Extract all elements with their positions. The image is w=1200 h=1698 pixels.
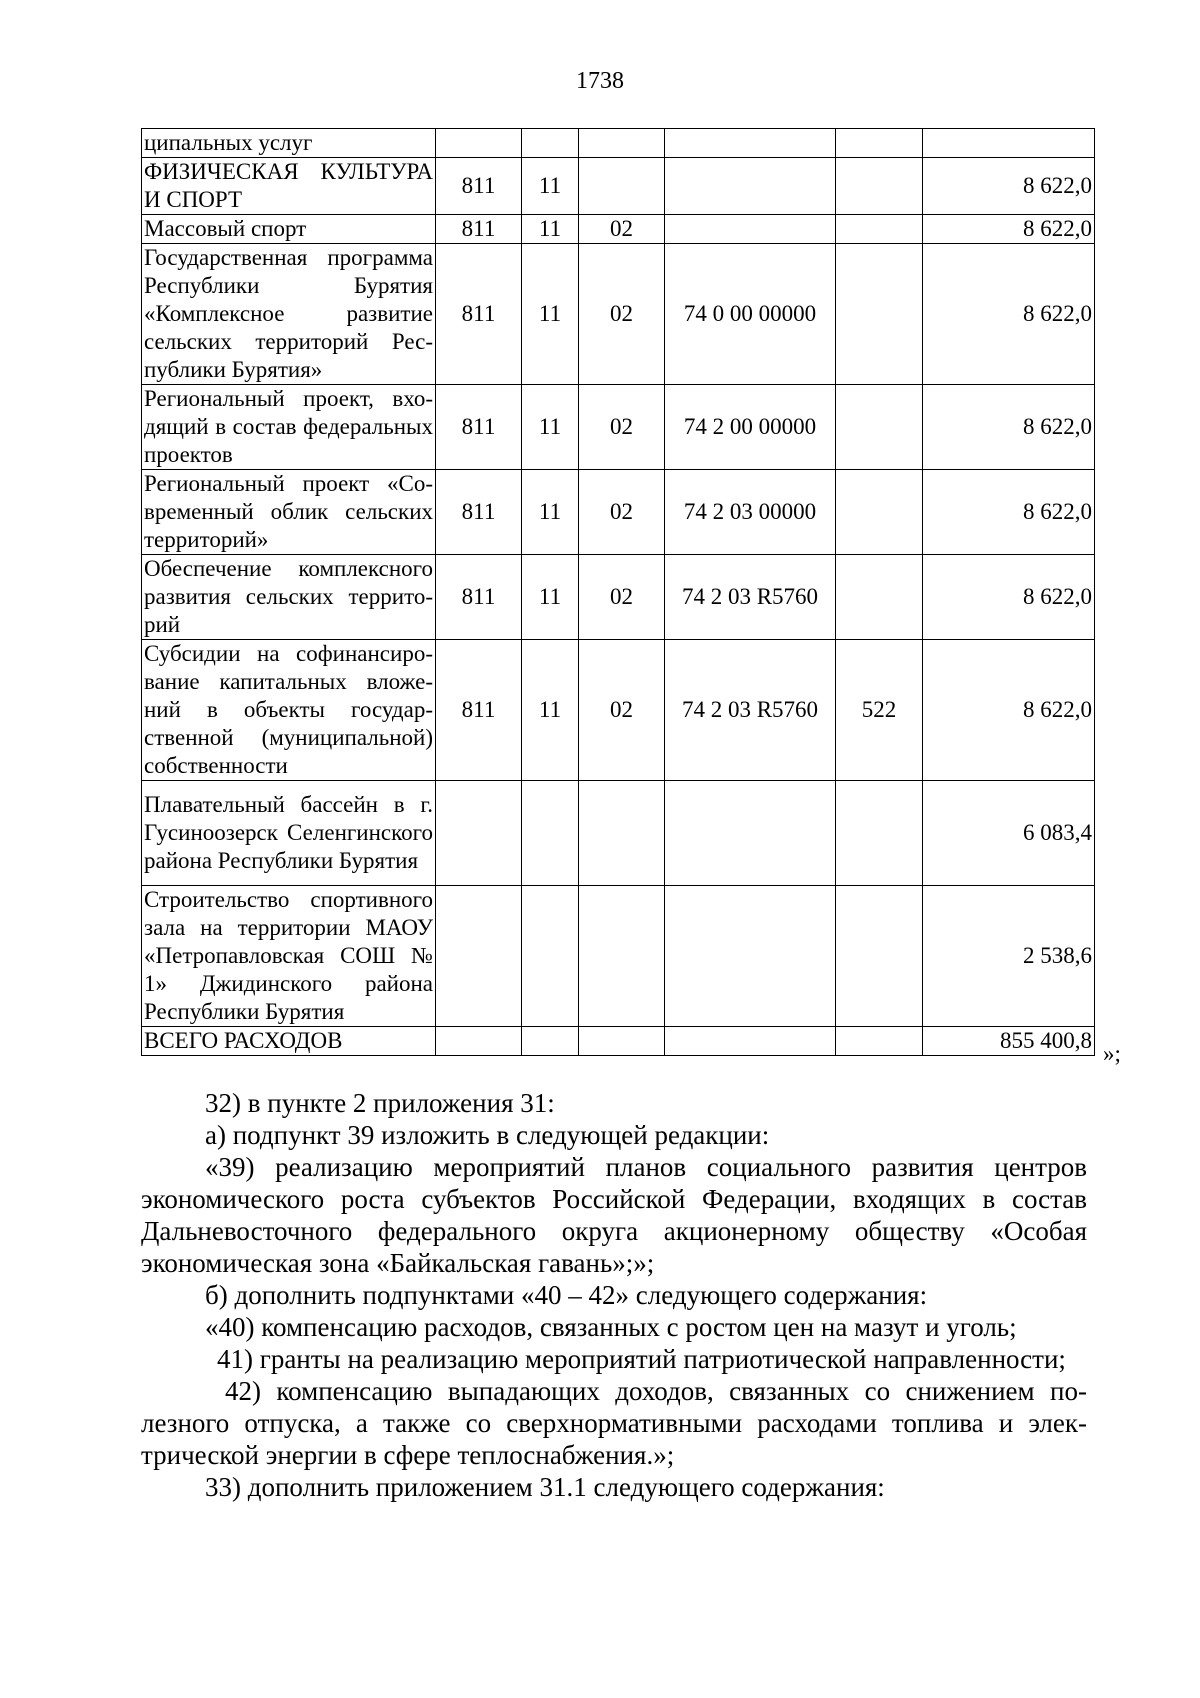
row-csr xyxy=(665,1027,836,1056)
row-vr: 522 xyxy=(836,640,923,781)
row-gr: 811 xyxy=(436,555,522,640)
row-name: ФИЗИЧЕСКАЯ КУЛЬТУРА И СПОРТ xyxy=(142,158,436,215)
row-gr: 811 xyxy=(436,244,522,385)
paragraph-32b: б) дополнить подпунктами «40 – 42» следующего содержания: xyxy=(205,1280,928,1310)
table-row xyxy=(142,244,1095,385)
budget-table xyxy=(141,128,1095,1056)
page-number: 1738 xyxy=(576,68,624,94)
row-vr xyxy=(836,129,923,158)
row-rz: 11 xyxy=(522,158,579,215)
row-vr xyxy=(836,555,923,640)
row-vr xyxy=(836,158,923,215)
row-name: ВСЕГО РАСХОДОВ xyxy=(142,1027,436,1056)
paragraph-32a: а) подпункт 39 изложить в следующей редакции: xyxy=(205,1120,770,1150)
paragraph-42: 42) компенсацию выпадающих доходов, связанных со снижением полезного отпуска, а также со сверхнормативными расходами топлива и электрической энергии в сфере теплоснабжения.»; xyxy=(141,1376,1087,1470)
row-vr xyxy=(836,244,923,385)
row-name: ципальных услуг xyxy=(142,129,436,158)
row-pr: 02 xyxy=(579,640,665,781)
row-csr: 74 2 03 00000 xyxy=(665,470,836,555)
row-csr xyxy=(665,215,836,244)
row-rz: 11 xyxy=(522,385,579,470)
row-gr: 811 xyxy=(436,158,522,215)
row-pr xyxy=(579,886,665,1027)
row-gr xyxy=(436,781,522,886)
row-pr xyxy=(579,129,665,158)
row-amount xyxy=(923,129,1095,158)
row-name: Региональный проект, входящий в состав федеральных проектов xyxy=(142,385,436,470)
row-name: Субсидии на софинансирование капитальных вложений в объекты государственной (муниципальной) собственности xyxy=(142,640,436,781)
row-amount: 2 538,6 xyxy=(923,886,1095,1027)
row-vr xyxy=(836,781,923,886)
table-row xyxy=(142,886,1095,1027)
row-pr xyxy=(579,781,665,886)
row-vr xyxy=(836,385,923,470)
row-name: Обеспечение комплексного развития сельских территорий xyxy=(142,555,436,640)
row-pr: 02 xyxy=(579,470,665,555)
row-amount: 8 622,0 xyxy=(923,215,1095,244)
row-rz: 11 xyxy=(522,244,579,385)
table-row xyxy=(142,781,1095,886)
row-csr xyxy=(665,886,836,1027)
table-row xyxy=(142,129,1095,158)
row-rz: 11 xyxy=(522,640,579,781)
row-name: Массовый спорт xyxy=(142,215,436,244)
table-row xyxy=(142,1027,1095,1056)
row-pr: 02 xyxy=(579,385,665,470)
table-row xyxy=(142,640,1095,781)
row-pr: 02 xyxy=(579,555,665,640)
row-csr xyxy=(665,781,836,886)
row-csr: 74 2 03 R5760 xyxy=(665,555,836,640)
row-amount: 6 083,4 xyxy=(923,781,1095,886)
row-rz xyxy=(522,886,579,1027)
paragraph-40: «40) компенсацию расходов, связанных с ростом цен на мазут и уголь; xyxy=(205,1312,1017,1342)
table-row xyxy=(142,470,1095,555)
row-gr: 811 xyxy=(436,470,522,555)
row-rz: 11 xyxy=(522,555,579,640)
row-amount: 8 622,0 xyxy=(923,640,1095,781)
row-rz: 11 xyxy=(522,215,579,244)
row-name: Региональный проект «Современный облик сельских территорий» xyxy=(142,470,436,555)
closing-quote: »; xyxy=(1103,1041,1121,1066)
amendment-text xyxy=(141,1087,1087,1503)
row-csr: 74 0 00 00000 xyxy=(665,244,836,385)
paragraph-41: 41) гранты на реализацию мероприятий патриотической направленности; xyxy=(217,1344,1066,1374)
row-pr: 02 xyxy=(579,244,665,385)
row-vr xyxy=(836,470,923,555)
row-csr: 74 2 03 R5760 xyxy=(665,640,836,781)
row-pr xyxy=(579,158,665,215)
row-gr xyxy=(436,1027,522,1056)
row-pr xyxy=(579,1027,665,1056)
row-rz: 11 xyxy=(522,470,579,555)
row-name: Строительство спортивного зала на территории МАОУ «Петропавловская СОШ № 1» Джидинского района Республики Бурятия xyxy=(142,886,436,1027)
row-amount: 8 622,0 xyxy=(923,555,1095,640)
row-amount: 8 622,0 xyxy=(923,385,1095,470)
paragraph-39: «39) реализацию мероприятий планов социального развития центров экономического роста субъектов Российской Федерации, входящих в состав Дальневосточного федерального округа акционерному обществу «Особая экономическая зона «Байкальская гавань»;»; xyxy=(141,1152,1087,1278)
row-amount: 8 622,0 xyxy=(923,244,1095,385)
row-name: Государственная программа Республики Бурятия «Комплексное развитие сельских территорий Республики Бурятия» xyxy=(142,244,436,385)
row-vr xyxy=(836,1027,923,1056)
row-vr xyxy=(836,886,923,1027)
row-gr xyxy=(436,129,522,158)
row-csr xyxy=(665,158,836,215)
table-row xyxy=(142,555,1095,640)
row-rz xyxy=(522,129,579,158)
row-csr: 74 2 00 00000 xyxy=(665,385,836,470)
paragraph-32: 32) в пункте 2 приложения 31: xyxy=(205,1088,555,1118)
row-gr: 811 xyxy=(436,385,522,470)
table-row xyxy=(142,158,1095,215)
row-name: Плавательный бассейн в г. Гусиноозерск Селенгинского района Республики Бурятия xyxy=(142,781,436,886)
row-gr: 811 xyxy=(436,640,522,781)
row-pr: 02 xyxy=(579,215,665,244)
table-row xyxy=(142,215,1095,244)
paragraph-33: 33) дополнить приложением 31.1 следующего содержания: xyxy=(205,1472,885,1502)
row-amount: 8 622,0 xyxy=(923,470,1095,555)
row-amount: 8 622,0 xyxy=(923,158,1095,215)
row-amount: 855 400,8 xyxy=(923,1027,1095,1056)
table-row xyxy=(142,385,1095,470)
row-rz xyxy=(522,781,579,886)
row-gr: 811 xyxy=(436,215,522,244)
row-csr xyxy=(665,129,836,158)
row-vr xyxy=(836,215,923,244)
row-gr xyxy=(436,886,522,1027)
row-rz xyxy=(522,1027,579,1056)
